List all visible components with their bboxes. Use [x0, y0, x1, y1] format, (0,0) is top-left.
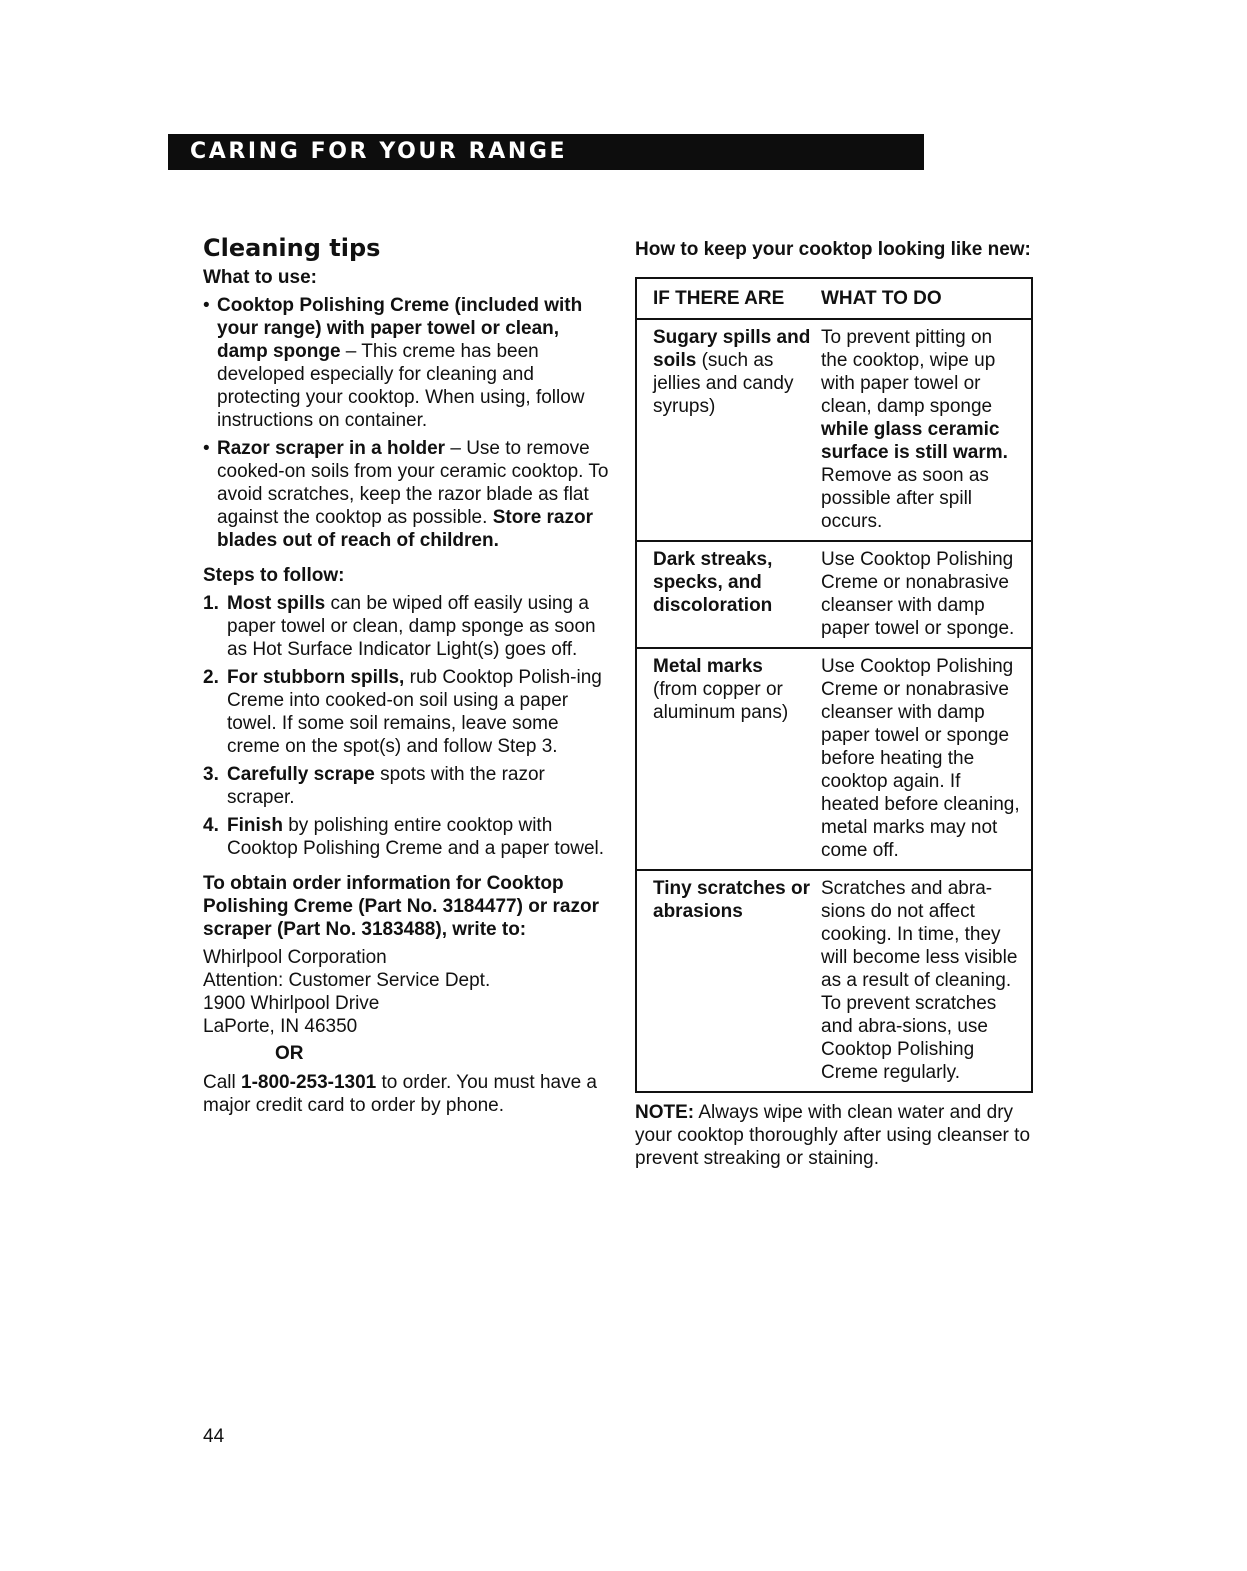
or-label: OR	[275, 1043, 304, 1064]
cleaning-tips-heading: Cleaning tips	[203, 234, 381, 262]
step-bold: Carefully scrape	[227, 764, 375, 785]
call-suffix: to order. You must have a major credit card to order by phone.	[203, 1072, 597, 1116]
action-cell	[811, 870, 1032, 1092]
action-text: Scratches and abra-sions do not affect cooking. In time, they will become less visible as a result of cleaning. To prevent scratches and abra-sions, use Cooktop Polishing Creme regularly.	[821, 878, 1018, 1083]
cooktop-care-heading: How to keep your cooktop looking like new:	[635, 239, 1031, 260]
bullet-text: – This creme has been developed especially for cleaning and protecting your cooktop. When using, follow instructions on container.	[217, 341, 585, 431]
note-label: NOTE:	[635, 1102, 695, 1123]
address-line: 1900 Whirlpool Drive	[203, 993, 380, 1014]
table-header-row	[636, 278, 1032, 319]
step-item	[203, 814, 613, 860]
condition-text: (such as jellies and candy syrups)	[653, 350, 794, 417]
address-line: LaPorte, IN 46350	[203, 1016, 358, 1037]
mailing-address	[203, 946, 613, 1038]
section-banner	[168, 134, 924, 170]
condition-cell	[636, 319, 811, 541]
step-item	[203, 763, 613, 809]
note-text: Always wipe with clean water and dry your cooktop thoroughly after using cleanser to prevent streaking or staining.	[635, 1102, 1031, 1169]
step-bold: For stubborn spills,	[227, 667, 405, 688]
action-text: Use Cooktop Polishing Creme or nonabrasive cleanser with damp paper towel or sponge.	[821, 549, 1015, 639]
bullet-item	[203, 294, 613, 432]
condition-cell	[636, 541, 811, 648]
action-cell	[811, 319, 1032, 541]
banner-title: CARING FOR YOUR RANGE	[190, 139, 568, 164]
phone-number: 1-800-253-1301	[241, 1072, 377, 1093]
cleaning-table	[635, 277, 1033, 1093]
condition-text: (from copper or aluminum pans)	[653, 679, 789, 723]
condition-cell	[636, 870, 811, 1092]
what-to-use-label: What to use:	[203, 267, 317, 288]
step-item	[203, 592, 613, 661]
bullet-bold: Cooktop Polishing Creme (included with your range) with paper towel or clean, damp sponge	[217, 295, 583, 362]
table-row	[636, 319, 1032, 541]
table-row	[636, 870, 1032, 1092]
step-text: rub Cooktop Polish-ing Creme into cooked-on soil using a paper towel. If some soil remains, leave some creme on the spot(s) and follow Step 3.	[227, 667, 602, 757]
page-number: 44	[203, 1426, 225, 1447]
bullet-bold: Razor scraper in a holder	[217, 438, 446, 459]
left-column	[203, 232, 613, 1117]
action-text: To prevent pitting on the cooktop, wipe up with paper towel or clean, damp sponge	[821, 327, 996, 417]
right-column	[635, 238, 1035, 1170]
step-text: by polishing entire cooktop with Cooktop Polishing Creme and a paper towel.	[227, 815, 605, 859]
action-bold: while glass ceramic surface is still warm.	[821, 419, 1008, 463]
phone-order-text	[203, 1071, 613, 1117]
bullet-item	[203, 437, 613, 552]
bullet-text: – Use to remove cooked-on soils from your ceramic cooktop. To avoid scratches, keep the razor blade as flat against the cooktop as possible.	[217, 438, 609, 528]
call-prefix: Call	[203, 1072, 242, 1093]
action-cell	[811, 648, 1032, 870]
condition-bold: Sugary spills and soils	[653, 327, 811, 371]
bullet-dot-icon: •	[203, 438, 210, 459]
condition-cell	[636, 648, 811, 870]
condition-bold: Metal marks	[653, 656, 763, 677]
step-item	[203, 666, 613, 758]
step-bold: Most spills	[227, 593, 326, 614]
table-row	[636, 541, 1032, 648]
column-header: WHAT TO DO	[811, 278, 1032, 319]
table-row	[636, 648, 1032, 870]
step-text: can be wiped off easily using a paper towel or clean, damp sponge as soon as Hot Surface Indicator Light(s) goes off.	[227, 593, 596, 660]
step-number: 1.	[203, 593, 219, 614]
condition-bold: Tiny scratches or abrasions	[653, 878, 811, 922]
step-number: 2.	[203, 667, 219, 688]
address-line: Whirlpool Corporation	[203, 947, 387, 968]
action-text: Use Cooktop Polishing Creme or nonabrasive cleanser with damp paper towel or sponge before heating the cooktop again. If heated before cleaning, metal marks may not come off.	[821, 656, 1020, 861]
bullet-warning: Store razor blades out of reach of children.	[217, 507, 593, 551]
steps-label: Steps to follow:	[203, 565, 345, 586]
step-text: spots with the razor scraper.	[227, 764, 545, 808]
bullet-dot-icon: •	[203, 295, 210, 316]
action-text: Remove as soon as possible after spill occurs.	[821, 465, 989, 532]
column-header: IF THERE ARE	[636, 278, 811, 319]
note-paragraph	[635, 1101, 1035, 1170]
condition-bold: Dark streaks, specks, and discoloration	[653, 549, 773, 616]
step-number: 4.	[203, 815, 219, 836]
order-info-heading: To obtain order information for Cooktop Polishing Creme (Part No. 3184477) or razor scraper (Part No. 3183488), write to:	[203, 873, 599, 940]
action-cell	[811, 541, 1032, 648]
step-number: 3.	[203, 764, 219, 785]
address-line: Attention: Customer Service Dept.	[203, 970, 491, 991]
step-bold: Finish	[227, 815, 283, 836]
